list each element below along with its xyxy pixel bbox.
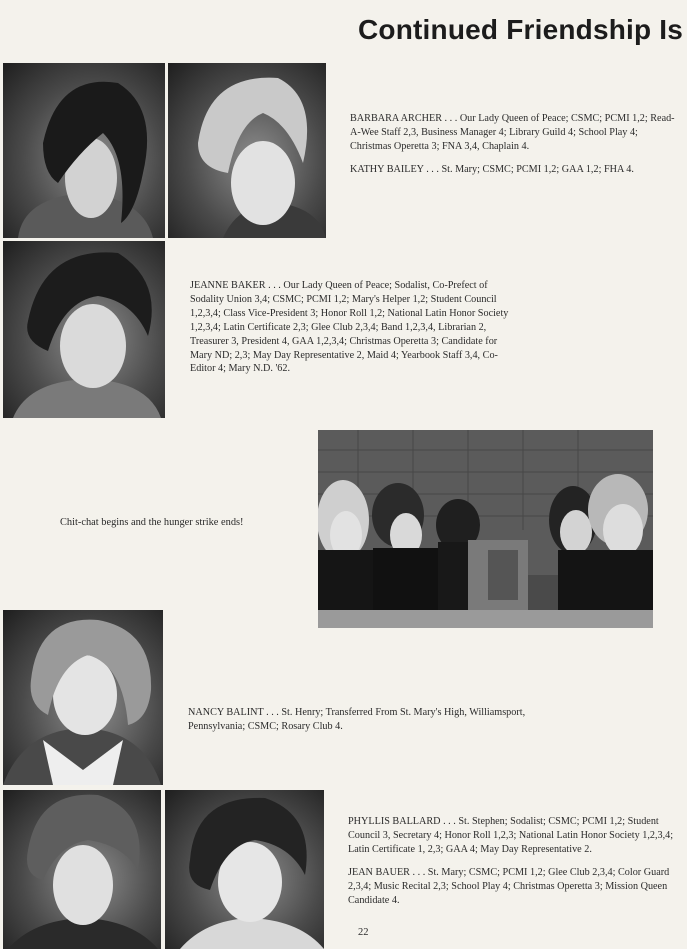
- portrait-nancy-balint: [3, 610, 163, 785]
- portrait-barbara-archer: [3, 63, 165, 238]
- portrait-jean-bauer: [165, 790, 324, 949]
- bio-group-archer-bailey: [350, 112, 677, 186]
- bio-nancy-balint: NANCY BALINT . . . St. Henry; Transferred From St. Mary's High, Williamsport, Pennsylvania; CSMC; Rosary Club 4.: [188, 707, 526, 732]
- page-number: 22: [358, 927, 369, 938]
- photo-caption: Chit-chat begins and the hunger strike ends!: [60, 517, 244, 528]
- bio-jeanne-baker: JEANNE BAKER . . . Our Lady Queen of Peace; Sodalist, Co-Prefect of Sodality Union 3,4; CSMC; PCMI 1,2; Mary's Helper 1,2; Student Council 1,2,3,4; Class Vice-President 3; Honor Roll 1,2; National Latin Honor Society 1,2,3,4; Latin Certificate 2,3; Glee Club 2,3,4; Band 1,2,3,4, Librarian 2, Treasurer 3, President 4, GAA 1,2,3,4; Christmas Operetta 3; Candidate for Mary ND; 2,3; May Day Representative 2, Maid 4; Yearbook Staff 3,4, Co-Editor 4; Mary N.D. '62.: [190, 280, 509, 375]
- portrait-jeanne-baker: [3, 241, 165, 418]
- bio-phyllis-ballard: PHYLLIS BALLARD . . . St. Stephen; Sodalist; CSMC; PCMI 1,2; Student Council 3, Secretary 4; Honor Roll 1,2,3; National Latin Honor Society 1,2,3,4; Latin Certificate 1, 2,3; GAA 4; May Day Representative 2.: [348, 816, 674, 855]
- bio-group-ballard-bauer: [348, 815, 676, 916]
- bio-barbara-archer: BARBARA ARCHER . . . Our Lady Queen of Peace; CSMC; PCMI 1,2; Read-A-Wee Staff 2,3, Business Manager 4; Library Guild 4; School Play 4; Christmas Operetta 3; FNA 3,4, Chaplain 4.: [350, 113, 675, 152]
- portrait-phyllis-ballard: [3, 790, 161, 949]
- portrait-kathy-bailey: [168, 63, 326, 238]
- bio-jean-bauer: JEAN BAUER . . . St. Mary; CSMC; PCMI 1,2; Glee Club 2,3,4; Color Guard 2,3,4; Music Recital 2,3; School Play 4; Christmas Operetta 3; Mission Queen Candidate 4.: [348, 866, 670, 906]
- group-photo-cafeteria: [318, 430, 653, 628]
- bio-kathy-bailey: KATHY BAILEY . . . St. Mary; CSMC; PCMI 1,2; GAA 1,2; FHA 4.: [350, 163, 634, 175]
- page-title: Continued Friendship Is: [358, 14, 684, 45]
